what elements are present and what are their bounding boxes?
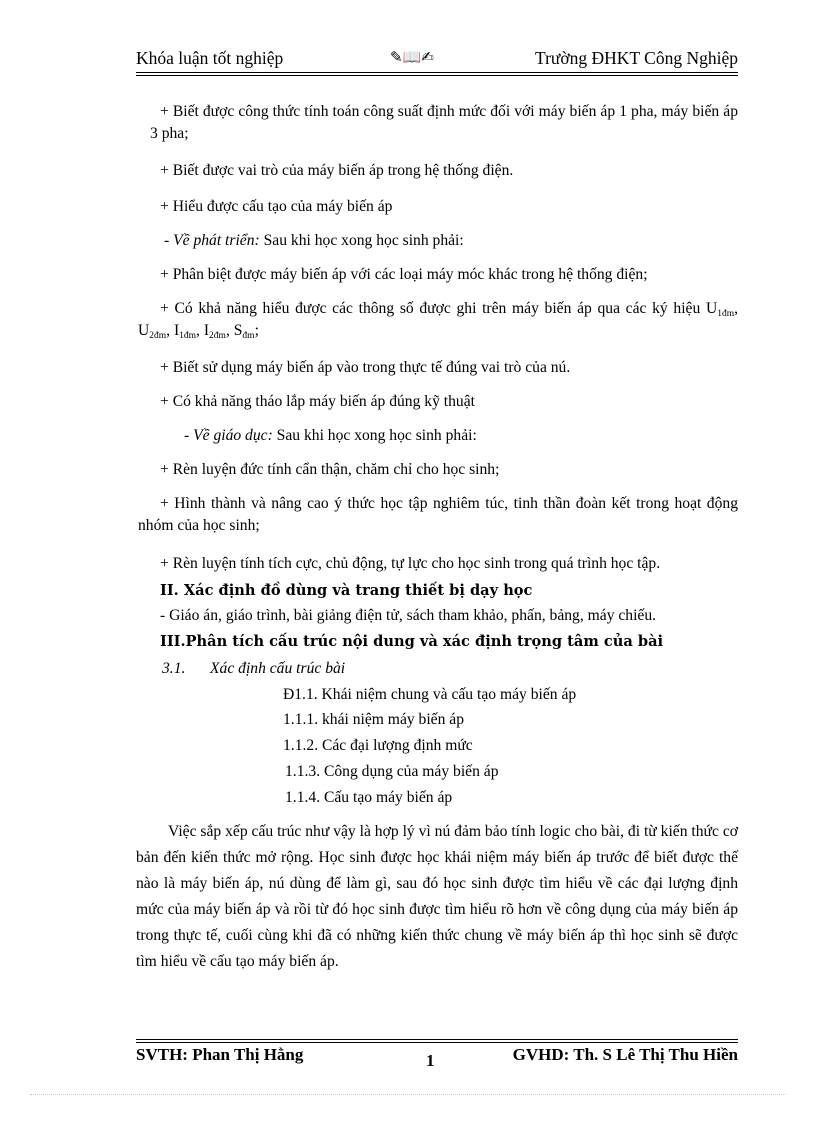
header-rule-thin [136,75,738,76]
section-3-1-number: 3.1. [162,660,186,677]
development-label: Về phát triển: [173,232,260,249]
objective-role: + Biết được vai trò của máy biến áp trong hệ thống điện. [160,162,514,179]
footer-supervisor: GVHD: Th. S Lê Thị Thu Hiền [512,1045,738,1064]
page-edge-dotted-line [30,1094,786,1095]
footer-rule-thin [136,1039,738,1040]
section-3-1-title: Xác định cấu trúc bài [210,660,346,677]
separator: , [166,322,174,339]
page-header [136,48,738,72]
separator: , [734,300,738,317]
symbol-u2: U [138,322,150,339]
subscript-1dm: 1đm [179,331,197,341]
footer-rule [136,1042,738,1043]
header-thesis-label: Khóa luận tốt nghiệp [136,48,284,68]
toc-item: 1.1.1. khái niệm máy biến áp [283,711,465,728]
subscript-2dm: 2đm [209,331,226,341]
separator: , [225,322,234,339]
objective-assembly: + Có khả năng tháo lắp máy biến áp đúng kỹ thuật [160,393,475,410]
toc-item: 1.1.2. Các đại lượng định mức [283,737,473,754]
education-text: Sau khi học xong học sinh phải: [272,427,477,444]
separator: , [196,322,204,339]
dash: - [164,232,174,249]
subscript-1dm: 1đm [717,309,735,319]
materials-list: - Giáo án, giáo trình, bài giảng điện tử, sách tham khảo, phấn, bảng, máy chiếu. [160,607,657,624]
development-heading [164,230,464,252]
objective-distinguish: + Phân biệt được máy biến áp với các loại máy móc khác trong hệ thống điện; [160,266,648,283]
page-number: 1 [426,1051,435,1070]
objective-formula: + Biết được công thức tính toán công suất định mức đối với máy biến áp 1 pha, máy biến áp 3 pha; [150,103,738,142]
education-heading [184,425,477,447]
structure-rationale-paragraph: Việc sắp xếp cấu trúc như vậy là hợp lý vì nú đảm bảo tính logic cho bài, đi từ kiến thức cơ bản đến kiến thức mở rộng. Học sinh được học khái niệm máy biến áp trước để biết được thế nào là máy biến áp, nú dùng để làm gì, sau đó học sinh được tìm hiểu về các đại lượng định mức của máy biến áp và rồi từ đó học sinh được tìm hiểu rõ hơn về công dụng của máy biến áp trong thực tế, cuối cùng khi đã có những kiến thức chung về máy biến áp thì học sinh sẽ được tìm hiểu về cấu tạo máy biến áp. [136,823,738,970]
objective-usage: + Biết sử dụng máy biến áp vào trong thực tế đúng vai trò của nú. [160,359,571,376]
objective-structure: + Hiểu được cấu tạo của máy biến áp [160,198,393,215]
footer-student: SVTH: Phan Thị Hằng [136,1045,304,1064]
development-text: Sau khi học xong học sinh phải: [259,232,464,249]
objective-attitude: + Hình thành và nâng cao ý thức học tập nghiêm túc, tinh thần đoàn kết trong hoạt động nhóm của học sinh; [138,495,738,534]
subscript-dm: đm [242,331,255,341]
parameters-text: + Có khả năng hiểu được các thông số được ghi trên máy biến áp qua các ký hiệu [160,300,706,317]
objective-parameters [138,298,738,342]
semicolon: ; [254,322,259,339]
toc-item: Đ1.1. Khái niệm chung và cấu tạo máy biến áp [283,686,577,703]
symbol-s: S [233,322,243,339]
toc-item: 1.1.4. Cấu tạo máy biến áp [285,789,453,806]
symbol-i2: I [203,322,210,339]
header-university-label: Trường ĐHKT Công Nghiệp [535,48,738,68]
header-ornament-icon: ✎📖✍ [390,48,434,66]
symbol-u1: U [705,300,718,317]
toc-item: 1.1.3. Công dụng của máy biến áp [285,763,499,780]
section-ii-heading: II. Xác định đồ dùng và trang thiết bị dạy học [160,582,533,599]
education-label: Về giáo dục: [193,427,273,444]
section-iii-heading: III.Phân tích cấu trúc nội dung và xác định trọng tâm của bài [160,633,664,650]
subscript-2dm: 2đm [149,331,167,341]
symbol-i1: I [173,322,180,339]
page-footer [136,1045,738,1071]
objective-initiative: + Rèn luyện tính tích cực, chủ động, tự lực cho học sinh trong quá trình học tập. [160,555,661,572]
objective-carefulness: + Rèn luyện đức tính cẩn thận, chăm chỉ cho học sinh; [160,461,500,478]
dash: - [184,427,194,444]
header-rule [136,72,738,73]
